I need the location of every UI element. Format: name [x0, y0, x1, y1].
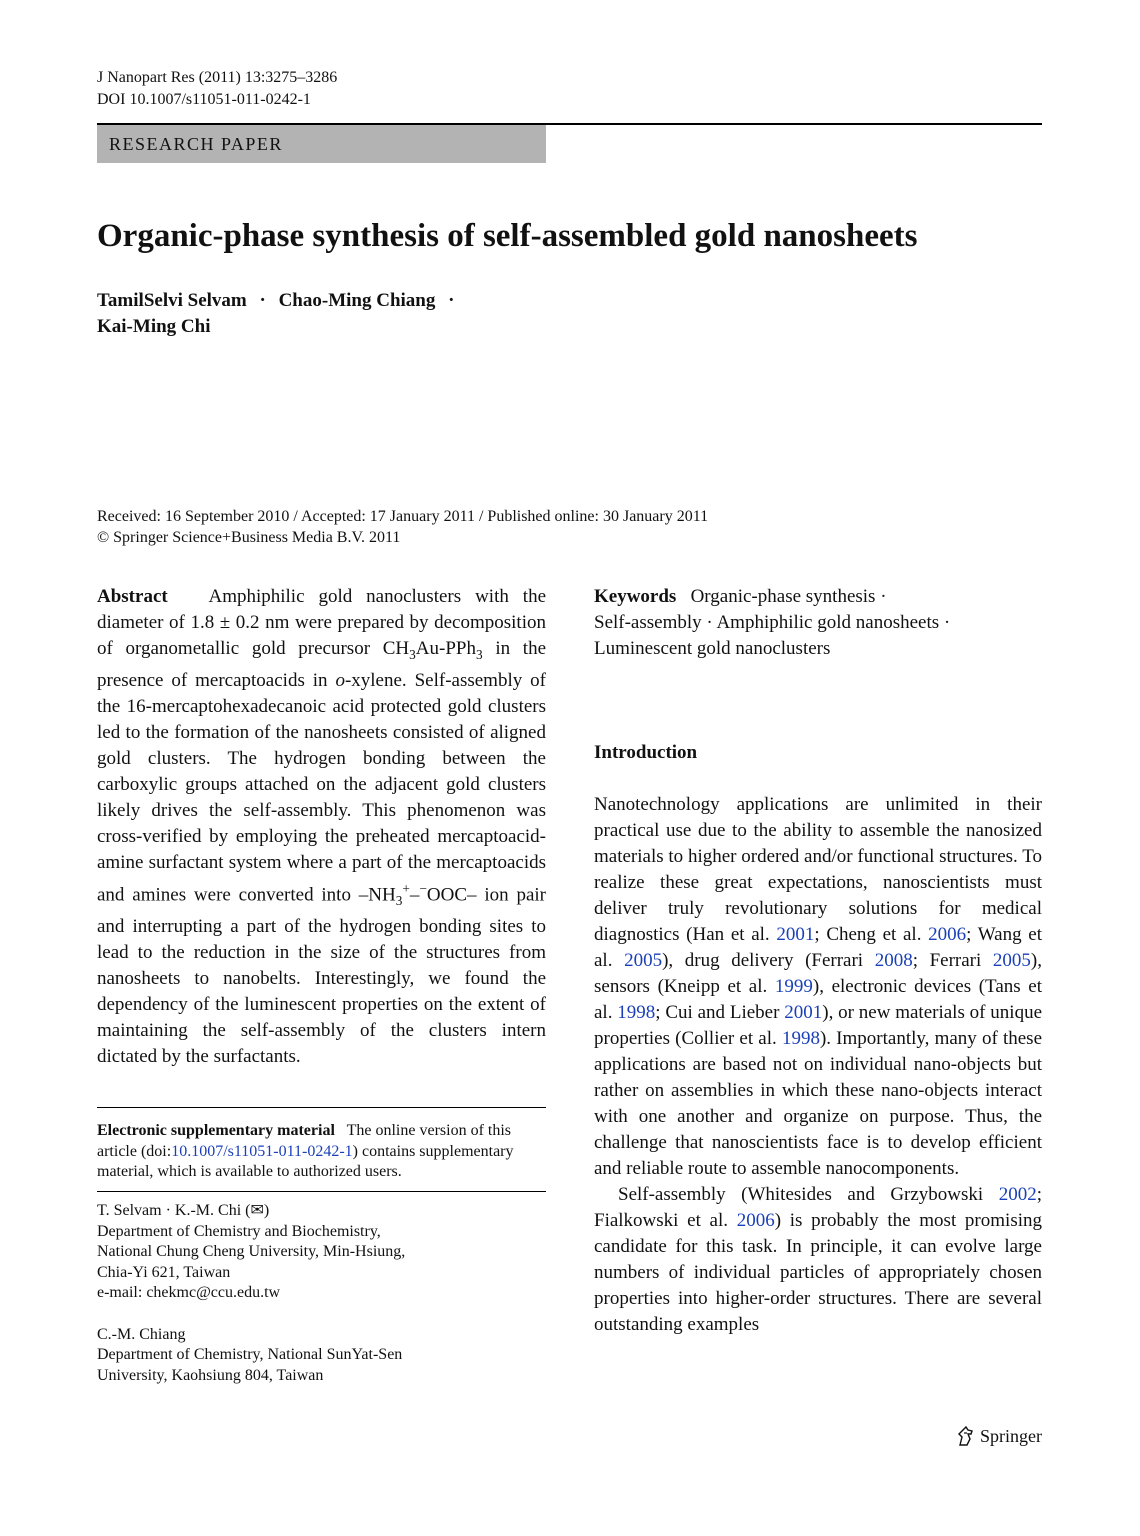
author-separator: · — [448, 290, 455, 311]
section-heading-introduction: Introduction — [594, 742, 698, 763]
paper-title: Organic-phase synthesis of self-assembled gold nanosheets — [97, 218, 918, 254]
copyright-line: © Springer Science+Business Media B.V. 2011 — [97, 529, 401, 546]
esm-note: Electronic supplementary material The online version of this article (doi:10.1007/s11051-011-0242-1) contains supplementary material, which is available to authorized users. — [97, 1122, 514, 1180]
affiliation-names: C.-M. Chiang — [97, 1325, 186, 1343]
keyword: Luminescent gold nanoclusters — [594, 638, 831, 659]
reference-link[interactable]: 2005 — [992, 950, 1031, 971]
paragraph: Nanotechnology applications are unlimited in their practical use due to the ability to assemble the nanosized materials to higher ordered and/or functional structures. To realize these great expectations, nanoscientists must deliver truly revolutionary solutions for medical diagnostics (Han et al. 2001; Cheng et al. 2006; Wang et al. 2005), drug delivery (Ferrari 2008; Ferrari 2005), sensors (Kneipp et al. 1999), electronic devices (Tans et al. 1998; Cui and Lieber 2001), or new materials of unique properties (Collier et al. 1998). Importantly, many of these applications are based not on individual nano-objects but rather on assemblies in which these nano-objects interact with one another and organize on purpose. Thus, the challenge that nanoscientists face is to develop efficient and reliable route to assemble nanocomponents. — [594, 794, 1043, 1179]
citation-line: J Nanopart Res (2011) 13:3275–3286 — [97, 69, 338, 86]
author-name[interactable]: Chao-Ming Chiang — [278, 290, 436, 311]
keyword: Self-assembly — [594, 612, 702, 633]
introduction-body — [594, 792, 1042, 1338]
publisher-name: Springer — [980, 1426, 1042, 1446]
esm-rule — [97, 1107, 546, 1108]
esm-doi-link[interactable]: 10.1007/s11051-011-0242-1 — [171, 1142, 353, 1160]
reference-link[interactable]: 2001 — [784, 1002, 823, 1023]
keyword: Amphiphilic gold nanosheets — [716, 612, 940, 633]
affiliation-rule — [97, 1191, 546, 1192]
keyword: Organic-phase synthesis — [690, 586, 876, 607]
dates-line: Received: 16 September 2010 / Accepted: 17 January 2011 / Published online: 30 January 2011 — [97, 508, 709, 525]
esm-heading: Electronic supplementary material — [97, 1122, 335, 1139]
abstract-block — [97, 584, 546, 1070]
publication-dates — [97, 506, 708, 548]
reference-link[interactable]: 1998 — [781, 1028, 820, 1049]
author-name[interactable]: TamilSelvi Selvam — [97, 290, 247, 311]
email-link[interactable]: e-mail: chekmc@ccu.edu.tw — [97, 1284, 281, 1301]
reference-link[interactable]: 2005 — [624, 950, 663, 971]
springer-horse-icon — [956, 1425, 976, 1447]
reference-link[interactable]: 2006 — [928, 924, 967, 945]
paragraph: Self-assembly (Whitesides and Grzybowski 2002; Fialkowski et al. 2006) is probably the most promising candidate for this task. In principle, it can evolve large numbers of individual particles of appropriately chosen properties into higher-order structures. There are several outstanding examples — [594, 1184, 1042, 1335]
affiliation-block: T. Selvam · K.-M. Chi (✉) Department of Chemistry and Biochemistry, National Chung Cheng University, Min-Hsiung, Chia-Yi 621, Taiwan e-mail: chekmc@ccu.edu.tw C.-M. Chiang Department of Chemistry, National SunYat-Sen University, Kaohsiung 804, Taiwan — [97, 1201, 546, 1386]
abstract-text: Abstract Amphiphilic gold nanoclusters with the diameter of 1.8 ± 0.2 nm were prepared by decomposition of organometallic gold precursor $CH_3Au-PPh_3$ in the presence of mercaptoacids in o-xylene. Self-assembly of the 16-mercaptohexadecanoic acid protected gold clusters led to the formation of the nanosheets consisted of aligned gold clusters. The hydrogen bonding between the carboxylic groups attached on the adjacent gold clusters likely drives the self-assembly. This phenomenon was cross-verified by employing the preheated mercaptoacid-amine surfactant system where a part of the mercaptoacids and amines were converted into $-NH_3^+-^-OOC-$ ion pair and interrupting a part of the hydrogen bonding sites to lead to the reduction in the size of the structures from nanosheets to nanobelts. Interestingly, we found the dependency of the luminescent properties on the extent of maintaining the self-assembly of the clusters intern dictated by the surfactants. — [97, 586, 546, 1067]
author-list — [97, 288, 462, 340]
doi-line: DOI 10.1007/s11051-011-0242-1 — [97, 91, 311, 108]
reference-link[interactable]: 2006 — [736, 1210, 775, 1231]
keywords-heading: Keywords — [594, 586, 677, 607]
publisher-logo — [956, 1425, 1042, 1447]
affiliation-names: T. Selvam · K.-M. Chi (✉) — [97, 1202, 270, 1219]
author-separator: · — [259, 290, 266, 311]
keywords-block: Keywords Organic-phase synthesis · Self-assembly · Amphiphilic gold nanosheets · Luminescent gold nanoclusters — [594, 586, 951, 659]
reference-link[interactable]: 2008 — [874, 950, 913, 971]
author-name[interactable]: Kai-Ming Chi — [97, 316, 211, 337]
journal-citation — [97, 67, 337, 111]
reference-link[interactable]: 1999 — [774, 976, 813, 997]
abstract-heading: Abstract — [97, 586, 168, 607]
reference-link[interactable]: 2002 — [998, 1184, 1037, 1205]
section-banner: RESEARCH PAPER — [97, 125, 546, 163]
reference-link[interactable]: 1998 — [617, 1002, 656, 1023]
reference-link[interactable]: 2001 — [776, 924, 815, 945]
